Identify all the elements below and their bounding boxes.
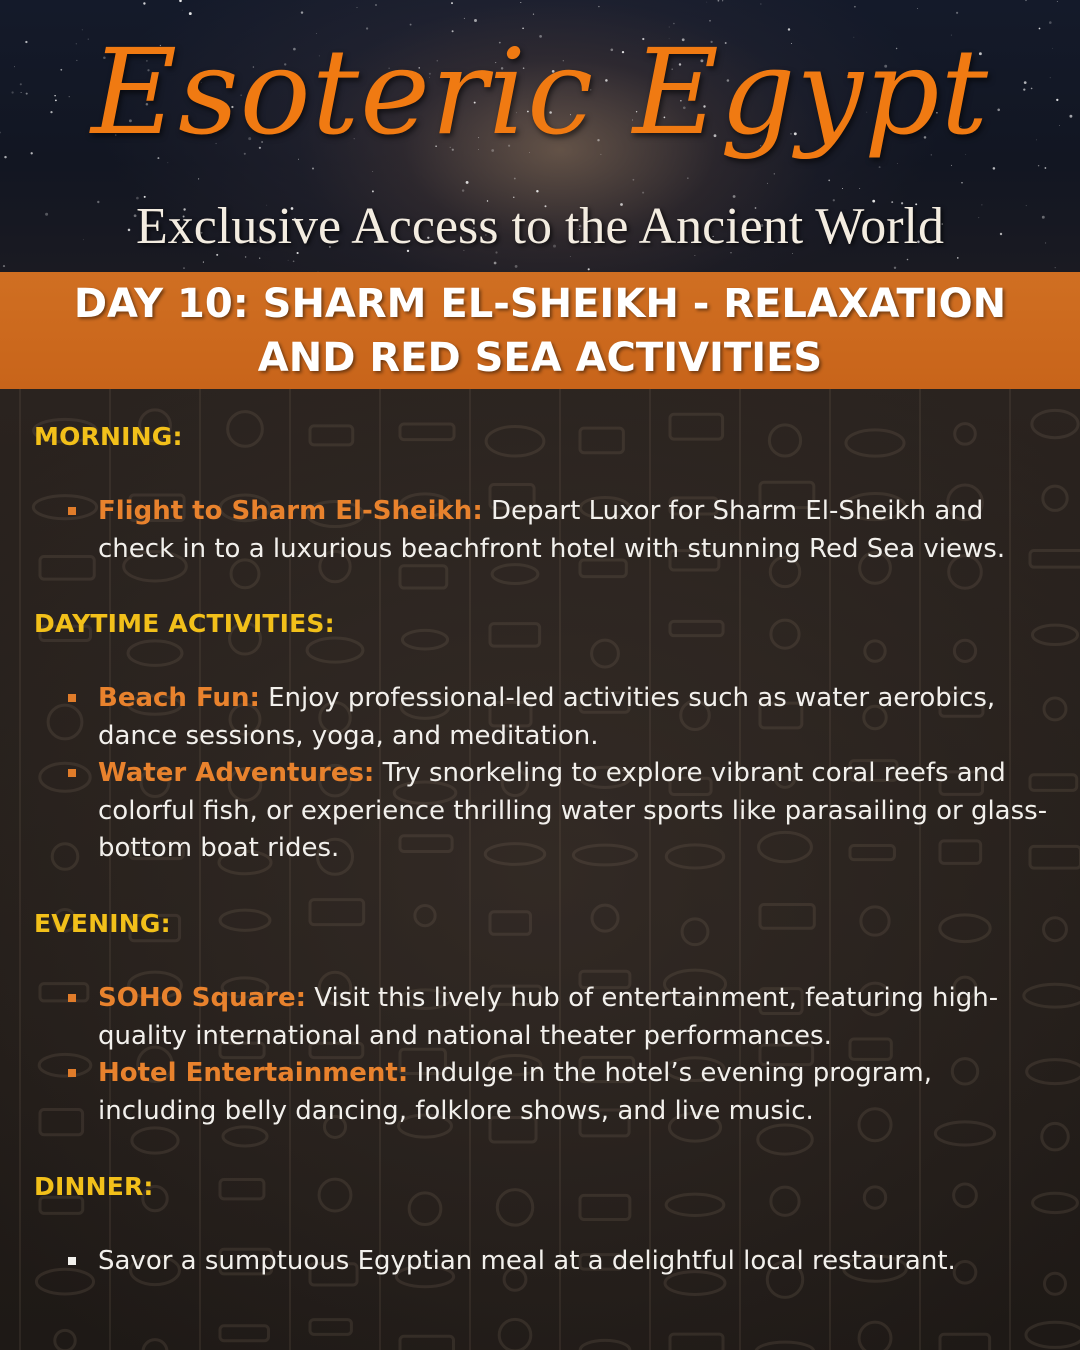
star bbox=[312, 168, 314, 170]
hieroglyph-shape bbox=[40, 557, 94, 580]
list-item bbox=[98, 755, 1048, 868]
item-text: Try snorkeling to explore vibrant coral reefs and colorful fish, or experience thrilling water sports like parasailing or glass-bottom boat rides. bbox=[98, 758, 1048, 863]
hieroglyph-shape bbox=[40, 763, 90, 791]
hieroglyph-shape bbox=[310, 426, 353, 445]
star bbox=[520, 2, 521, 3]
hieroglyph-shape bbox=[940, 1334, 990, 1350]
hieroglyph-shape bbox=[400, 424, 454, 440]
section-heading-evening: EVENING: bbox=[34, 909, 171, 938]
header-starfield bbox=[0, 0, 1080, 272]
star bbox=[372, 190, 374, 192]
hieroglyph-shape bbox=[580, 428, 623, 453]
star bbox=[515, 265, 518, 268]
hieroglyph-shape bbox=[319, 1179, 351, 1211]
bullet-icon bbox=[68, 994, 76, 1002]
hieroglyph-shape bbox=[666, 1194, 724, 1215]
hieroglyph-shape bbox=[580, 1195, 630, 1219]
star bbox=[372, 171, 373, 172]
star bbox=[375, 4, 376, 5]
itinerary-content bbox=[0, 389, 1080, 1350]
hieroglyph-shape bbox=[490, 912, 530, 935]
star bbox=[182, 10, 183, 11]
star bbox=[203, 262, 204, 263]
star bbox=[514, 178, 516, 180]
star bbox=[687, 178, 688, 179]
hieroglyph-shape bbox=[955, 424, 976, 445]
star bbox=[451, 2, 453, 4]
star bbox=[462, 189, 464, 191]
section-heading-dinner: DINNER: bbox=[34, 1172, 154, 1201]
star bbox=[1038, 165, 1039, 166]
star bbox=[301, 11, 303, 13]
star bbox=[598, 6, 599, 7]
star bbox=[288, 260, 289, 261]
hieroglyph-shape bbox=[220, 1326, 268, 1341]
star bbox=[767, 183, 768, 184]
star bbox=[536, 190, 538, 192]
hieroglyph-shape bbox=[592, 640, 619, 667]
hieroglyph-shape bbox=[864, 1187, 885, 1208]
hieroglyph-shape bbox=[132, 1128, 178, 1153]
hieroglyph-shape bbox=[859, 1322, 891, 1350]
item-text: Savor a sumptuous Egyptian meal at a delightful local restaurant. bbox=[98, 1246, 956, 1276]
list-item bbox=[98, 1055, 1048, 1130]
hieroglyph-shape bbox=[1026, 1322, 1080, 1347]
hieroglyph-shape bbox=[486, 427, 544, 456]
hieroglyph-shape bbox=[143, 1340, 167, 1350]
star bbox=[828, 180, 830, 182]
star bbox=[907, 259, 909, 261]
star bbox=[774, 173, 775, 174]
star bbox=[897, 163, 898, 164]
star bbox=[842, 188, 843, 189]
hieroglyph-shape bbox=[771, 620, 799, 648]
section-heading-daytime: DAYTIME ACTIVITIES: bbox=[34, 609, 335, 638]
star bbox=[167, 162, 168, 163]
star bbox=[189, 12, 192, 15]
hieroglyph-shape bbox=[846, 430, 904, 456]
list-item bbox=[98, 1243, 1048, 1281]
hieroglyph-shape bbox=[1044, 918, 1067, 941]
hieroglyph-shape bbox=[52, 844, 78, 870]
star bbox=[466, 181, 469, 184]
item-text: Visit this lively hub of entertainment, featuring high-quality international and national theater performances. bbox=[98, 983, 999, 1051]
hieroglyph-shape bbox=[670, 414, 723, 439]
hieroglyph-shape bbox=[682, 919, 708, 945]
hieroglyph-shape bbox=[307, 638, 363, 662]
hieroglyph-shape bbox=[55, 1330, 75, 1350]
star bbox=[1025, 0, 1026, 1]
hieroglyph-shape bbox=[310, 900, 364, 925]
hieroglyph-shape bbox=[39, 1054, 91, 1076]
bullet-icon bbox=[68, 507, 76, 515]
hieroglyph-shape bbox=[499, 1319, 531, 1350]
bullet-icon bbox=[68, 1069, 76, 1077]
bullet-icon bbox=[68, 1257, 76, 1265]
hieroglyph-shape bbox=[48, 705, 82, 739]
star bbox=[143, 2, 145, 4]
hieroglyph-shape bbox=[40, 984, 88, 1001]
hieroglyph-shape bbox=[670, 621, 723, 635]
item-text: Enjoy professional-led activities such as water aerobics, dance sessions, yoga, and meditation. bbox=[98, 683, 996, 751]
star bbox=[633, 179, 635, 181]
hieroglyph-shape bbox=[36, 1269, 93, 1294]
star bbox=[1057, 1, 1058, 2]
hieroglyph-shape bbox=[490, 624, 540, 646]
hieroglyph-shape bbox=[756, 1342, 814, 1350]
hieroglyph-shape bbox=[1032, 625, 1077, 644]
hieroglyph-shape bbox=[220, 910, 270, 930]
hieroglyph-shape bbox=[760, 904, 814, 928]
hieroglyph-shape bbox=[402, 630, 447, 649]
hieroglyph-shape bbox=[1033, 1193, 1078, 1212]
star bbox=[722, 0, 723, 1]
star bbox=[3, 265, 5, 267]
star bbox=[956, 12, 958, 14]
star bbox=[198, 178, 199, 179]
star bbox=[993, 167, 996, 170]
hieroglyph-shape bbox=[670, 1334, 723, 1350]
star bbox=[183, 267, 185, 269]
list-item bbox=[98, 980, 1048, 1055]
star bbox=[464, 18, 465, 19]
item-lead: Flight to Sharm El-Sheikh: bbox=[98, 496, 483, 526]
star bbox=[859, 188, 860, 189]
star bbox=[917, 8, 918, 9]
item-text: Depart Luxor for Sharm El-Sheikh and check in to a luxurious beachfront hotel with stunning Red Sea views. bbox=[98, 496, 1006, 564]
hieroglyph-shape bbox=[1032, 410, 1078, 437]
star bbox=[179, 0, 182, 2]
star bbox=[533, 14, 534, 15]
day-banner bbox=[0, 272, 1080, 389]
hieroglyph-shape bbox=[40, 1109, 83, 1134]
bullet-icon bbox=[68, 769, 76, 777]
hieroglyph-shape bbox=[940, 915, 990, 942]
hieroglyph-shape bbox=[771, 1187, 799, 1215]
star bbox=[894, 267, 896, 269]
list-item bbox=[98, 493, 1048, 568]
star bbox=[854, 6, 856, 8]
section-heading-morning: MORNING: bbox=[34, 422, 183, 451]
hieroglyph-shape bbox=[409, 1193, 441, 1225]
item-lead: Hotel Entertainment: bbox=[98, 1058, 409, 1088]
star bbox=[760, 4, 761, 5]
star bbox=[706, 2, 707, 3]
hieroglyph-shape bbox=[310, 1320, 351, 1335]
item-lead: Water Adventures: bbox=[98, 758, 375, 788]
hieroglyph-shape bbox=[954, 1184, 977, 1207]
hieroglyph-shape bbox=[400, 566, 447, 588]
page-title: Esoteric Egypt bbox=[90, 23, 990, 161]
hieroglyph-shape bbox=[400, 1336, 454, 1350]
star bbox=[357, 7, 358, 8]
star bbox=[951, 165, 952, 166]
page-subtitle: Exclusive Access to the Ancient World bbox=[136, 198, 944, 255]
hieroglyph-shape bbox=[228, 412, 263, 447]
hieroglyph-shape bbox=[580, 1340, 630, 1350]
star bbox=[718, 0, 720, 2]
item-lead: SOHO Square: bbox=[98, 983, 306, 1013]
star bbox=[293, 260, 295, 262]
hieroglyph-shape bbox=[128, 641, 182, 666]
hieroglyph-shape bbox=[592, 905, 618, 931]
hieroglyph-shape bbox=[497, 1190, 532, 1225]
day-banner-text: DAY 10: SHARM EL-SHEIKH - RELAXATION AND RED SEA ACTIVITIES bbox=[73, 280, 1007, 381]
bullet-icon bbox=[68, 694, 76, 702]
item-lead: Beach Fun: bbox=[98, 683, 260, 713]
star bbox=[1055, 267, 1056, 268]
list-item bbox=[98, 680, 1048, 755]
star bbox=[642, 192, 644, 194]
hieroglyph-shape bbox=[769, 425, 800, 456]
hieroglyph-shape bbox=[33, 496, 96, 519]
star bbox=[961, 182, 962, 183]
star bbox=[879, 166, 881, 168]
hieroglyph-shape bbox=[865, 641, 885, 661]
hieroglyph-shape bbox=[954, 640, 975, 661]
star bbox=[588, 268, 590, 270]
star bbox=[494, 262, 497, 265]
item-text: Indulge in the hotel’s evening program, including belly dancing, folklore shows, and live music. bbox=[98, 1058, 932, 1126]
hieroglyph-shape bbox=[861, 907, 889, 935]
hieroglyph-shape bbox=[220, 1180, 264, 1199]
star bbox=[1045, 167, 1047, 169]
hieroglyph-shape bbox=[415, 905, 435, 925]
